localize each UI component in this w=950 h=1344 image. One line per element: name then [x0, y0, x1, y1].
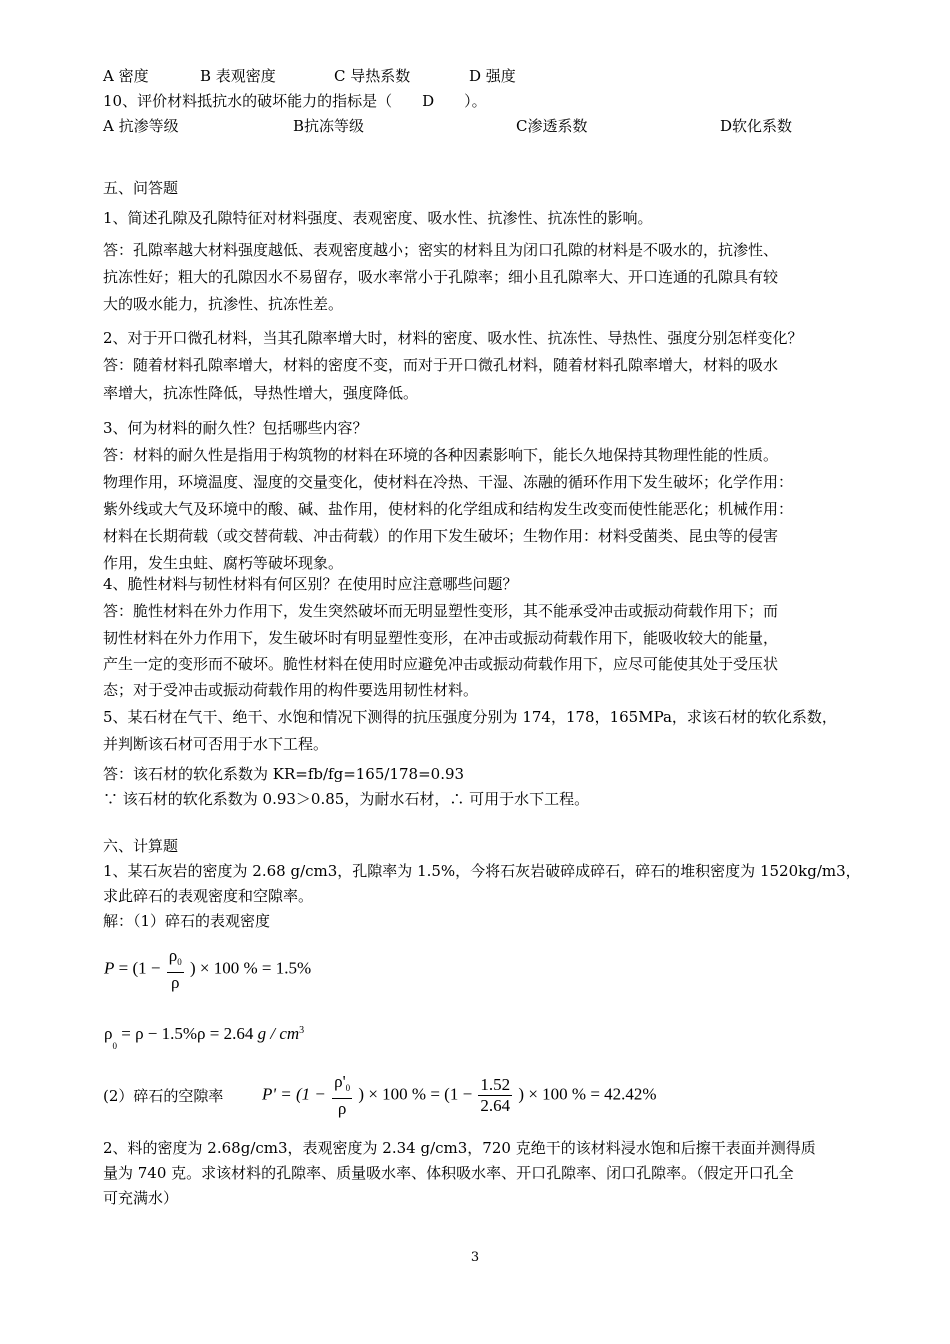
fraction-denominator: 2.64	[480, 1096, 511, 1115]
fraction-2	[478, 1075, 512, 1116]
p2-line-2: 量为 740 克。求该材料的孔隙率、质量吸水率、体积吸水率、开口孔隙率、闭口孔隙率。（假定开口孔全	[103, 1164, 794, 1182]
fraction-numerator	[332, 1072, 352, 1098]
a4-line-1: 答：脆性材料在外力作用下，发生突然破坏而无明显塑性变形，其不能承受冲击或振动荷载作用下；而	[103, 602, 779, 620]
q9-option-b: B 表观密度	[200, 67, 276, 85]
formula-mid: ) × 100 % = (1 −	[358, 1084, 473, 1104]
formula-void-ratio	[262, 1072, 657, 1119]
formula-post: ) × 100 % = 1.5%	[189, 958, 312, 978]
p2-line-1: 2、料的密度为 2.68g/cm3，表观密度为 2.34 g/cm3，720 克绝干的该材料浸水饱和后擦干表面并测得质	[103, 1139, 816, 1157]
q10-option-c: C渗透系数	[516, 117, 588, 135]
formula-lhs: P	[104, 958, 115, 978]
a4-line-3: 产生一定的变形而不破坏。脆性材料在使用时应避免冲击或振动荷载作用下，应尽可能使其处于受压状	[103, 655, 779, 673]
q1-text: 1、简述孔隙及孔隙特征对材料强度、表观密度、吸水性、抗渗性、抗冻性的影响。	[103, 209, 653, 227]
a3-line-2: 物理作用，环境温度、湿度的交量变化，使材料在冷热、干湿、冻融的循环作用下发生破坏；化学作用：	[103, 473, 794, 491]
q9-option-a: A 密度	[103, 67, 149, 85]
formula-pre: = (1 −	[118, 958, 161, 978]
fraction	[167, 946, 184, 993]
p1-line-2: 求此碎石的表观密度和空隙率。	[103, 887, 314, 905]
page-number: 3	[470, 1250, 480, 1265]
subscript: 0	[345, 1083, 351, 1093]
a4-line-4: 态；对于受冲击或振动荷载作用的构件要选用韧性材料。	[103, 681, 479, 699]
step2-label: (2）碎石的空隙率	[103, 1087, 224, 1105]
rho-prime: ρ'	[334, 1072, 346, 1091]
a5-line-2: ∵ 该石材的软化系数为 0.93＞0.85，为耐水石材，∴ 可用于水下工程。	[103, 790, 590, 808]
formula-porosity	[104, 946, 311, 993]
superscript: 3	[299, 1025, 305, 1036]
a3-line-5: 作用，发生虫蛀、腐朽等破坏现象。	[103, 554, 344, 572]
q10-option-a: A 抗渗等级	[103, 117, 179, 135]
a2-line-1: 答：随着材料孔隙率增大，材料的密度不变，而对于开口微孔材料，随着材料孔隙率增大，材料的吸水	[103, 356, 779, 374]
solution-intro: 解：（1）碎石的表观密度	[103, 912, 271, 930]
formula-apparent-density	[104, 1020, 304, 1057]
p1-line-1: 1、某石灰岩的密度为 2.68 g/cm3，孔隙率为 1.5%，今将石灰岩破碎成碎石，碎石的堆积密度为 1520kg/m3，	[103, 862, 861, 880]
p2-line-3: 可充满水）	[103, 1189, 179, 1207]
q9-option-d: D 强度	[469, 67, 516, 85]
subscript: 0	[112, 1041, 117, 1051]
fraction-numerator: 1.52	[480, 1075, 511, 1094]
q10-stem: 10、评价材料抵抗水的破坏能力的指标是（ D ）。	[103, 92, 487, 110]
formula-unit: g / cm	[257, 1024, 300, 1043]
q3-text: 3、何为材料的耐久性？包括哪些内容？	[103, 419, 368, 437]
fraction-denominator: ρ	[167, 972, 184, 993]
a1-line-1: 答：孔隙率越大材料强度越低、表观密度越小；密实的材料且为闭口孔隙的材料是不吸水的，抗渗性、	[103, 241, 779, 259]
subscript: 0	[177, 957, 182, 967]
fraction-1	[332, 1072, 352, 1119]
formula-lhs: P' = (1 −	[262, 1084, 326, 1104]
section5-title: 五、问答题	[103, 179, 179, 197]
a4-line-2: 韧性材料在外力作用下，发生破坏时有明显塑性变形，在冲击或振动荷载作用下，能吸收较大的能量，	[103, 629, 779, 647]
formula-post: ) × 100 % = 42.42%	[518, 1084, 657, 1104]
q10-option-d: D软化系数	[720, 117, 793, 135]
a3-line-4: 材料在长期荷载（或交替荷载、冲击荷载）的作用下发生破坏；生物作用：材料受菌类、昆虫等的侵害	[103, 527, 779, 545]
a1-line-3: 大的吸水能力，抗渗性、抗冻性差。	[103, 295, 344, 313]
a3-line-3: 紫外线或大气及环境中的酸、碱、盐作用，使材料的化学组成和结构发生改变而使性能恶化；机械作用：	[103, 500, 794, 518]
rho-symbol: ρ	[168, 946, 178, 965]
q10-option-b: B抗冻等级	[293, 117, 365, 135]
a2-line-2: 率增大，抗冻性降低，导热性增大，强度降低。	[103, 384, 419, 402]
a5-line-1: 答：该石材的软化系数为 KR=fb/fg=165/178=0.93	[103, 765, 465, 783]
a1-line-2: 抗冻性好；粗大的孔隙因水不易留存，吸水率常小于孔隙率；细小且孔隙率大、开口连通的孔隙具有较	[103, 268, 779, 286]
q2-text: 2、对于开口微孔材料，当其孔隙率增大时，材料的密度、吸水性、抗冻性、导热性、强度分别怎样变化？	[103, 329, 803, 347]
q5-line-2: 并判断该石材可否用于水下工程。	[103, 735, 329, 753]
fraction-denominator: ρ	[332, 1098, 352, 1119]
rho-symbol: ρ	[104, 1024, 113, 1043]
fraction-numerator	[167, 946, 184, 972]
a3-line-1: 答：材料的耐久性是指用于构筑物的材料在环境的各种因素影响下，能长久地保持其物理性能的性质。	[103, 446, 779, 464]
section6-title: 六、计算题	[103, 837, 179, 855]
q4-text: 4、脆性材料与韧性材料有何区别？在使用时应注意哪些问题？	[103, 575, 518, 593]
formula-rest: = ρ − 1.5%ρ = 2.64	[121, 1024, 254, 1043]
q9-option-c: C 导热系数	[334, 67, 411, 85]
q5-line-1: 5、某石材在气干、绝干、水饱和情况下测得的抗压强度分别为 174，178，165MPa，求该石材的软化系数，	[103, 708, 837, 726]
